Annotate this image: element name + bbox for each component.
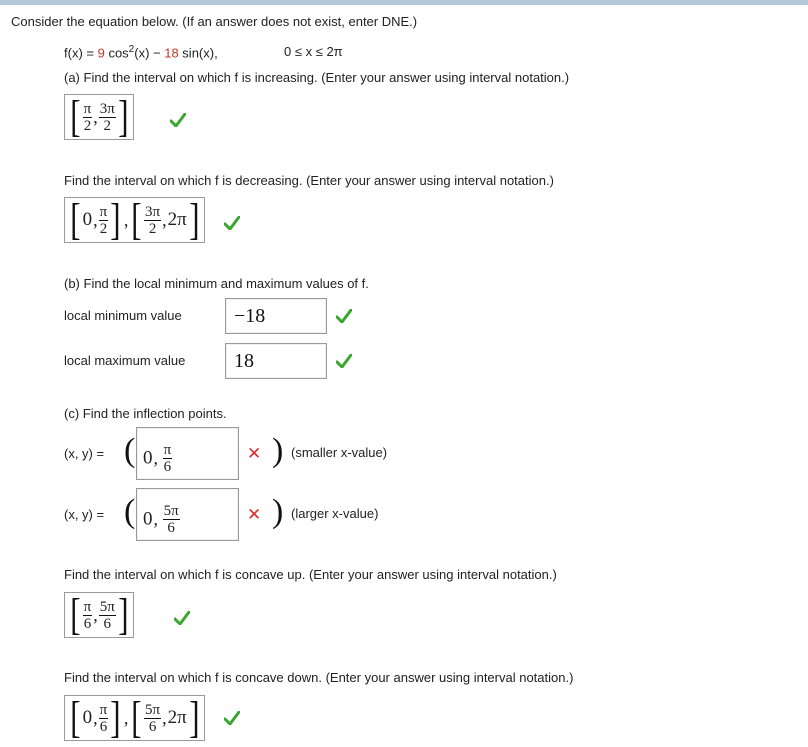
answer-concave-down[interactable]: [ 0 , $\frac{\pi}{6}$ ] , [ $\frac{5\pi}{6}$ , 2π ]	[64, 695, 205, 741]
xy-label-1: (x, y) =	[64, 446, 105, 461]
local-min-input[interactable]	[225, 298, 327, 334]
frac-num: 5π	[163, 503, 179, 519]
interval-start: 0	[82, 209, 93, 230]
question-decreasing: Find the interval on which f is decreasing. (Enter your answer using interval notation.)	[64, 173, 554, 188]
interval-end: 2π	[167, 707, 187, 728]
frac-den: 2	[103, 117, 112, 134]
equation	[64, 44, 218, 60]
frac-num: 3π	[145, 203, 161, 220]
frac-den: 2	[99, 220, 108, 237]
equation-term-3: sin(x),	[178, 45, 218, 61]
question-concave-down: Find the interval on which f is concave down. (Enter your answer using interval notation.)	[64, 670, 574, 685]
interval-start: 0	[82, 707, 93, 728]
inflection-2-x: 0	[143, 508, 153, 530]
local-max-label: local maximum value	[64, 353, 186, 368]
problem-prompt: Consider the equation below. (If an answer does not exist, enter DNE.)	[11, 14, 418, 29]
local-min-label: local minimum value	[64, 308, 182, 323]
local-max-input[interactable]	[225, 343, 327, 379]
frac-den: 2	[83, 117, 92, 134]
x-icon: ✕	[247, 505, 262, 525]
frac-num: 5π	[145, 701, 161, 718]
frac-den: 6	[148, 718, 157, 735]
equation-term-2: (x) −	[134, 45, 165, 61]
open-paren: (	[124, 493, 136, 530]
frac-den: 6	[167, 520, 175, 536]
frac-num: π	[99, 203, 108, 220]
equation-exponent: 2	[128, 44, 135, 55]
equation-domain: 0 ≤ x ≤ 2π	[284, 44, 343, 59]
equation-coef-2: 18	[164, 45, 179, 61]
close-paren: )	[272, 432, 284, 469]
answer-decreasing[interactable]: [ 0 , $\frac{\pi}{2}$ ] , [ $\frac{3\pi}{2}$ , 2π ]	[64, 197, 205, 243]
question-inflection: (c) Find the inflection points.	[64, 406, 227, 421]
checkmark-icon	[170, 113, 186, 127]
checkmark-icon	[224, 711, 240, 725]
local-min-value: −18	[234, 305, 266, 327]
hint-smaller: (smaller x-value)	[291, 445, 388, 460]
frac-num: π	[83, 100, 92, 117]
checkmark-icon	[174, 611, 190, 625]
close-paren: )	[272, 493, 284, 530]
frac-den: 6	[83, 615, 92, 632]
question-concave-up: Find the interval on which f is concave up. (Enter your answer using interval notation.)	[64, 567, 557, 582]
inflection-point-2-input[interactable]: 0, $\frac{5\pi}{6}$	[136, 488, 239, 541]
frac-num: π	[163, 442, 172, 458]
frac-num: 3π	[99, 100, 115, 117]
question-increasing: (a) Find the interval on which f is increasing. (Enter your answer using interval notation.)	[64, 70, 570, 85]
frac-num: π	[99, 701, 108, 718]
frac-den: 6	[99, 718, 108, 735]
answer-concave-up[interactable]: [ $\frac{\pi}{6}$ , $\frac{5\pi}{6}$ ]	[64, 592, 134, 638]
frac-den: 6	[103, 615, 112, 632]
x-icon: ✕	[247, 444, 262, 464]
checkmark-icon	[224, 216, 240, 230]
frac-num: π	[83, 598, 92, 615]
frac-den: 2	[148, 220, 157, 237]
top-bar	[0, 0, 808, 5]
open-paren: (	[124, 432, 136, 469]
xy-label-2: (x, y) =	[64, 507, 105, 522]
frac-num: 5π	[99, 598, 115, 615]
hint-larger: (larger x-value)	[291, 506, 379, 521]
equation-coef-1: 9	[97, 45, 105, 61]
checkmark-icon	[336, 309, 352, 323]
equation-term-1: cos	[104, 45, 129, 61]
frac-den: 6	[163, 459, 172, 475]
inflection-1-x: 0	[143, 447, 153, 469]
checkmark-icon	[336, 354, 352, 368]
answer-increasing[interactable]: [ $\frac{\pi}{2}$ , $\frac{3\pi}{2}$ ]	[64, 94, 134, 140]
equation-lhs: f(x) =	[64, 45, 98, 61]
interval-end: 2π	[167, 209, 187, 230]
inflection-point-1-input[interactable]: 0, $\frac{\pi}{6}$	[136, 427, 239, 480]
local-max-value: 18	[234, 350, 254, 372]
question-extrema: (b) Find the local minimum and maximum values of f.	[64, 276, 369, 291]
